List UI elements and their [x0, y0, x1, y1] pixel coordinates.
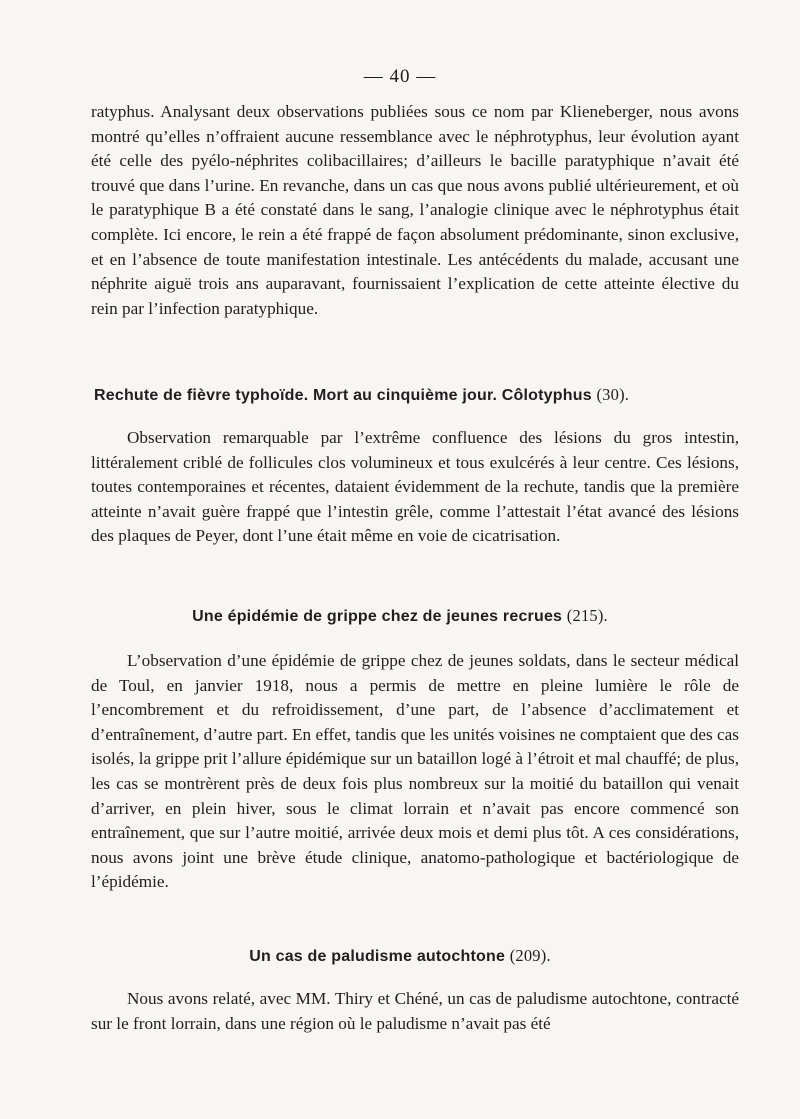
section-heading-text: Une épidémie de grippe chez de jeunes recrues	[192, 608, 563, 625]
section-heading-colotyphus	[94, 385, 629, 405]
page-number: — 40 —	[363, 66, 437, 87]
section-heading-text: Un cas de paludisme autochtone	[249, 948, 506, 965]
reference-number: (215).	[566, 606, 608, 625]
section-heading-text: Rechute de fièvre typhoïde. Mort au cinquième jour. Côlotyphus	[94, 387, 592, 404]
reference-number: (30).	[596, 385, 630, 404]
section-heading-grippe	[0, 606, 800, 626]
paragraph-grippe: L’observation d’une épidémie de grippe chez de jeunes soldats, dans le secteur médical de Toul, en janvier 1918, nous a permis de mettre en pleine lumière le rôle de l’encombrement et du refroidissement, d’une part, de l’absence d’acclimatement et d’entraînement, d’autre part. En effet, tandis que les unités voisines ne comptaient que des cas isolés, la grippe prit l’allure épidémique sur un bataillon logé à l’étroit et mal chauffé; de plus, les cas se montrèrent près de deux fois plus nombreux sur la moitié du bataillon qui venait d’arriver, en plein hiver, sous le climat lorrain et n’avait pas encore commencé son entraînement, que sur l’autre moitié, arrivée deux mois et demi plus tôt. A ces considérations, nous avons joint une brève étude clinique, anatomo-pathologique et bactériologique de l’épidémie.	[91, 651, 739, 892]
paragraph-paratyphus: ratyphus. Analysant deux observations publiées sous ce nom par Klieneberger, nous avons montré qu’elles n’offraient aucune ressemblance avec le néphrotyphus, leur évolution ayant été celle des pyélo-néphrites colibacillaires; d’ailleurs le bacille paratyphique n’avait été trouvé que dans l’urine. En revanche, dans un cas que nous avons publié ultérieurement, et où le paratyphique B a été constaté dans le sang, l’analogie clinique avec le néphrotyphus était complète. Ici encore, le rein a été frappé de façon absolument prédominante, sinon exclusive, et en l’absence de toute manifestation intestinale. Les antécédents du malade, accusant une néphrite aiguë trois ans auparavant, fournissaient l’explication de cette atteinte élective du rein par l’infection paratyphique.	[91, 102, 739, 318]
paragraph-paludisme: Nous avons relaté, avec MM. Thiry et Chéné, un cas de paludisme autochtone, contracté sur le front lorrain, dans une région où le paludisme n’avait pas été	[91, 989, 739, 1033]
reference-number: (209).	[509, 946, 551, 965]
paragraph-colotyphus: Observation remarquable par l’extrême confluence des lésions du gros intestin, littéralement criblé de follicules clos volumineux et tous exulcérés à leur centre. Ces lésions, toutes contemporaines et récentes, dataient évidemment de la rechute, tandis que la première atteinte n’avait guère frappé que l’intestin grêle, comme l’attestait l’état avancé des lésions des plaques de Peyer, dont l’une était même en voie de cicatrisation.	[91, 428, 739, 546]
section-heading-paludisme	[0, 946, 800, 966]
